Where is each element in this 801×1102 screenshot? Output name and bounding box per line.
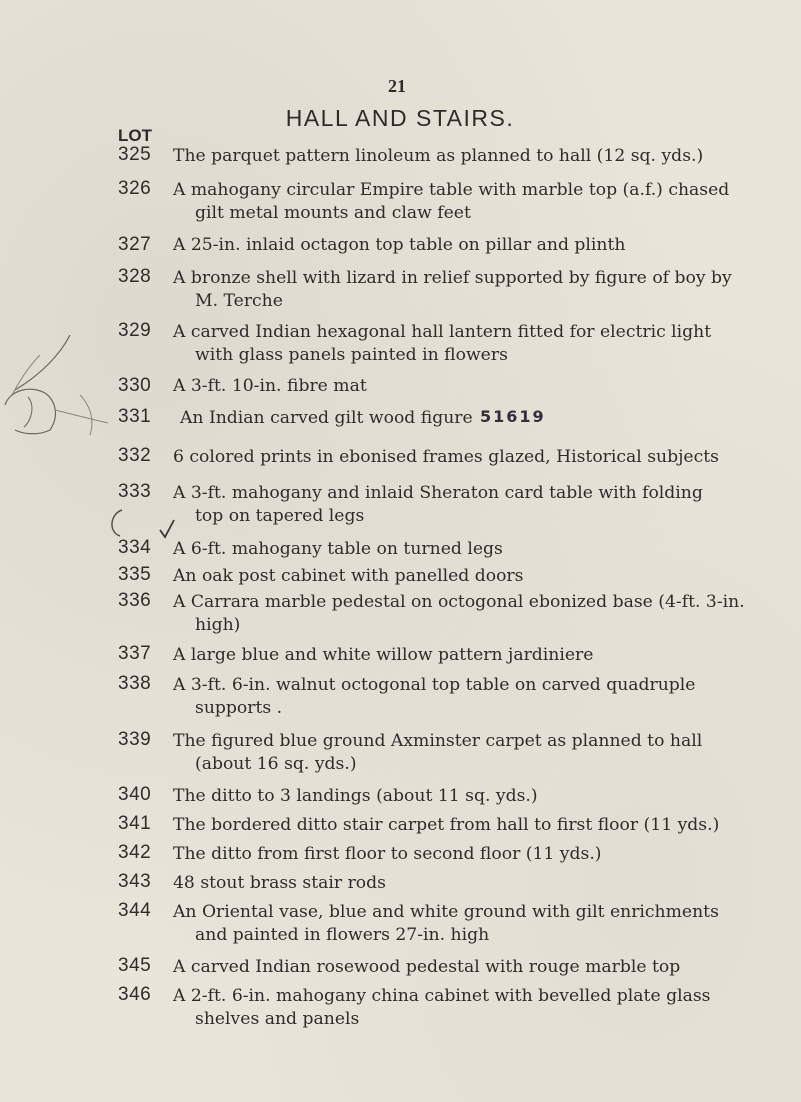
lot-description: An Indian carved gilt wood figure xyxy=(180,408,473,428)
lot-number: 339 xyxy=(118,729,152,750)
lot-number: 328 xyxy=(118,266,152,287)
lot-number: 344 xyxy=(118,900,152,921)
page-number: 21 xyxy=(388,76,406,96)
lot-description: The parquet pattern linoleum as planned to hall (12 sq. yds.) xyxy=(173,146,704,166)
lot-description: A 2-ft. 6-in. mahogany china cabinet with bevelled plate glass shelves and panels xyxy=(173,986,711,1029)
lot-number: 342 xyxy=(118,842,152,863)
handwritten-price: 51619 xyxy=(480,407,546,426)
lot-number: 335 xyxy=(118,564,152,585)
lot-description: A 3-ft. 6-in. walnut octogonal top table on carved quadruple supports . xyxy=(173,675,696,718)
lot-number: 329 xyxy=(118,320,152,341)
lot-description: A 3-ft. 10-in. fibre mat xyxy=(173,376,367,396)
lot-description: A Carrara marble pedestal on octogonal ebonized base (4-ft. 3-in. high) xyxy=(173,592,745,635)
lot-description: An Oriental vase, blue and white ground with gilt enrichments and painted in flowers 27-in. high xyxy=(173,902,719,945)
lot-description: The bordered ditto stair carpet from hall to first floor (11 yds.) xyxy=(173,815,720,835)
lot-description: A large blue and white willow pattern jardiniere xyxy=(173,645,594,665)
lot-description: A mahogany circular Empire table with marble top (a.f.) chased gilt metal mounts and claw feet xyxy=(173,180,730,223)
lot-description: A bronze shell with lizard in relief supported by figure of boy by M. Terche xyxy=(173,268,732,311)
lot-number: 346 xyxy=(118,984,152,1005)
pencil-tick-mark xyxy=(158,518,176,540)
lot-description: An oak post cabinet with panelled doors xyxy=(173,566,524,586)
lot-description: The ditto to 3 landings (about 11 sq. yds.) xyxy=(173,786,538,806)
lot-description: The figured blue ground Axminster carpet as planned to hall (about 16 sq. yds.) xyxy=(173,731,703,774)
lot-number: 343 xyxy=(118,871,152,892)
lot-description: 6 colored prints in ebonised frames glazed, Historical subjects xyxy=(173,447,719,467)
lot-number: 332 xyxy=(118,445,152,466)
lot-number: 333 xyxy=(118,481,152,502)
lot-number: 338 xyxy=(118,673,152,694)
lot-number: 337 xyxy=(118,643,152,664)
lot-number: 340 xyxy=(118,784,152,805)
lot-description: A 6-ft. mahogany table on turned legs xyxy=(173,539,503,559)
pencil-circle-mark xyxy=(104,506,166,540)
margin-sketch xyxy=(0,335,110,445)
lot-number: 327 xyxy=(118,234,152,255)
lot-number: 326 xyxy=(118,178,152,199)
lot-description: The ditto from first floor to second floor (11 yds.) xyxy=(173,844,602,864)
lot-description: 48 stout brass stair rods xyxy=(173,873,386,893)
lot-number: 325 xyxy=(118,144,152,165)
lot-number: 330 xyxy=(118,375,152,396)
lot-column-label: LOT xyxy=(118,126,152,145)
lot-number: 345 xyxy=(118,955,152,976)
lot-description: A carved Indian rosewood pedestal with rouge marble top xyxy=(173,957,681,977)
section-heading: HALL AND STAIRS. xyxy=(285,105,515,131)
lot-description: A 25-in. inlaid octagon top table on pillar and plinth xyxy=(173,235,626,255)
lot-number: 341 xyxy=(118,813,152,834)
lot-number: 334 xyxy=(118,537,152,558)
lot-number: 331 xyxy=(118,406,152,427)
lot-description: A 3-ft. mahogany and inlaid Sheraton card table with folding top on tapered legs xyxy=(173,483,703,526)
lot-number: 336 xyxy=(118,590,152,611)
lot-description: A carved Indian hexagonal hall lantern fitted for electric light with glass panels painted in flowers xyxy=(173,322,712,365)
